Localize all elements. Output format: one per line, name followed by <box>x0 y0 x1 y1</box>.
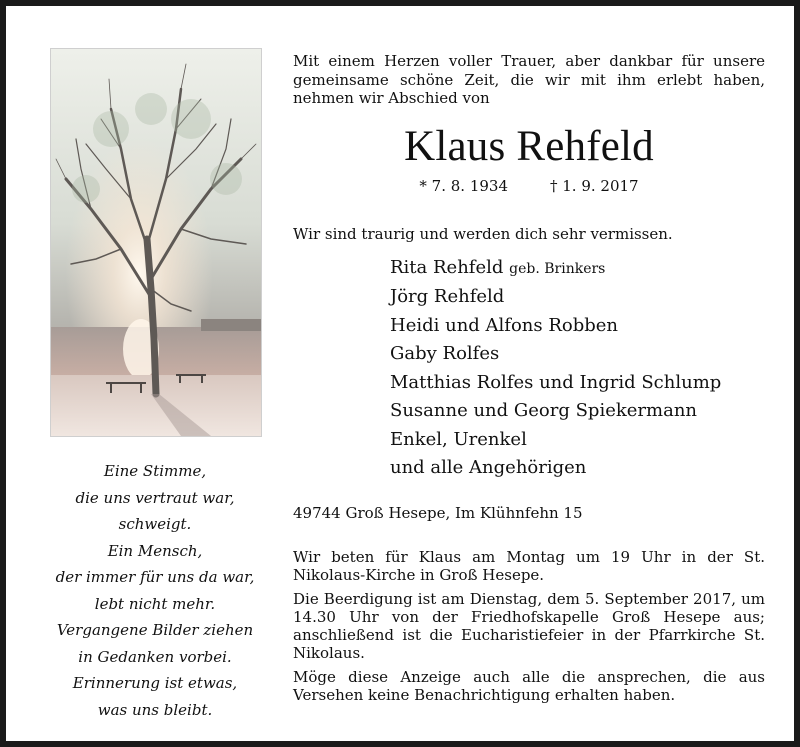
poem-line: in Gedanken vorbei. <box>78 647 232 666</box>
mourning-line: Wir sind traurig und werden dich sehr vermissen. <box>293 224 673 243</box>
family-member: und alle Angehörigen <box>390 457 587 478</box>
poem-line: Erinnerung ist etwas, <box>72 674 238 692</box>
life-dates <box>293 177 765 195</box>
poem-line: lebt nicht mehr. <box>94 594 216 613</box>
deceased-name: Klaus Rehfeld <box>404 122 654 170</box>
poem-line: Vergangene Bilder ziehen <box>56 621 254 639</box>
poem-line: was uns bleibt. <box>97 700 213 719</box>
mourning-address: 49744 Groß Hesepe, Im Klühnfehn 15 <box>293 503 583 522</box>
family-member <box>390 254 765 284</box>
notice-text-column <box>293 52 765 704</box>
poem-line: Ein Mensch, <box>107 541 203 560</box>
poem-line: schweigt. <box>118 515 192 533</box>
prayer-paragraph: Wir beten für Klaus am Montag um 19 Uhr in der St. Nikolaus-Kirche in Groß Hesepe. <box>293 547 765 584</box>
family-list <box>390 254 765 483</box>
family-member: Heidi und Alfons Robben <box>390 314 619 336</box>
poem-line: Eine Stimme, <box>103 462 207 480</box>
poem-line: die uns vertraut war, <box>75 488 235 507</box>
notice-paragraph: Möge diese Anzeige auch alle die ansprechen, die aus Versehen keine Benachrichtigung erhalten haben. <box>293 667 765 704</box>
tree-sunset-icon <box>51 49 261 436</box>
death-date: † 1. 9. 2017 <box>550 176 639 195</box>
family-member: Susanne und Georg Spiekermann <box>390 400 698 421</box>
poem-line: der immer für uns da war, <box>55 568 255 586</box>
maiden-name-note: geb. Brinkers <box>509 260 606 277</box>
memorial-photo <box>50 48 262 437</box>
birth-date: * 7. 8. 1934 <box>419 176 508 195</box>
family-member: Gaby Rolfes <box>390 343 500 364</box>
family-member-name: Rita Rehfeld <box>390 256 504 278</box>
family-member: Matthias Rolfes und Ingrid Schlump <box>390 371 722 393</box>
family-member: Enkel, Urenkel <box>390 428 527 450</box>
funeral-paragraph: Die Beerdigung ist am Dienstag, dem 5. September 2017, um 14.30 Uhr von der Friedhofskapelle Groß Hesepe aus; anschließend ist die Eucharistiefeier in der Pfarrkirche St. Nikolaus. <box>293 589 765 662</box>
intro-text: Mit einem Herzen voller Trauer, aber dankbar für unsere gemeinsame schöne Zeit, die wir mit ihm erlebt haben, nehmen wir Abschied von <box>293 52 765 107</box>
family-member: Jörg Rehfeld <box>390 286 505 307</box>
memorial-poem <box>50 458 260 723</box>
